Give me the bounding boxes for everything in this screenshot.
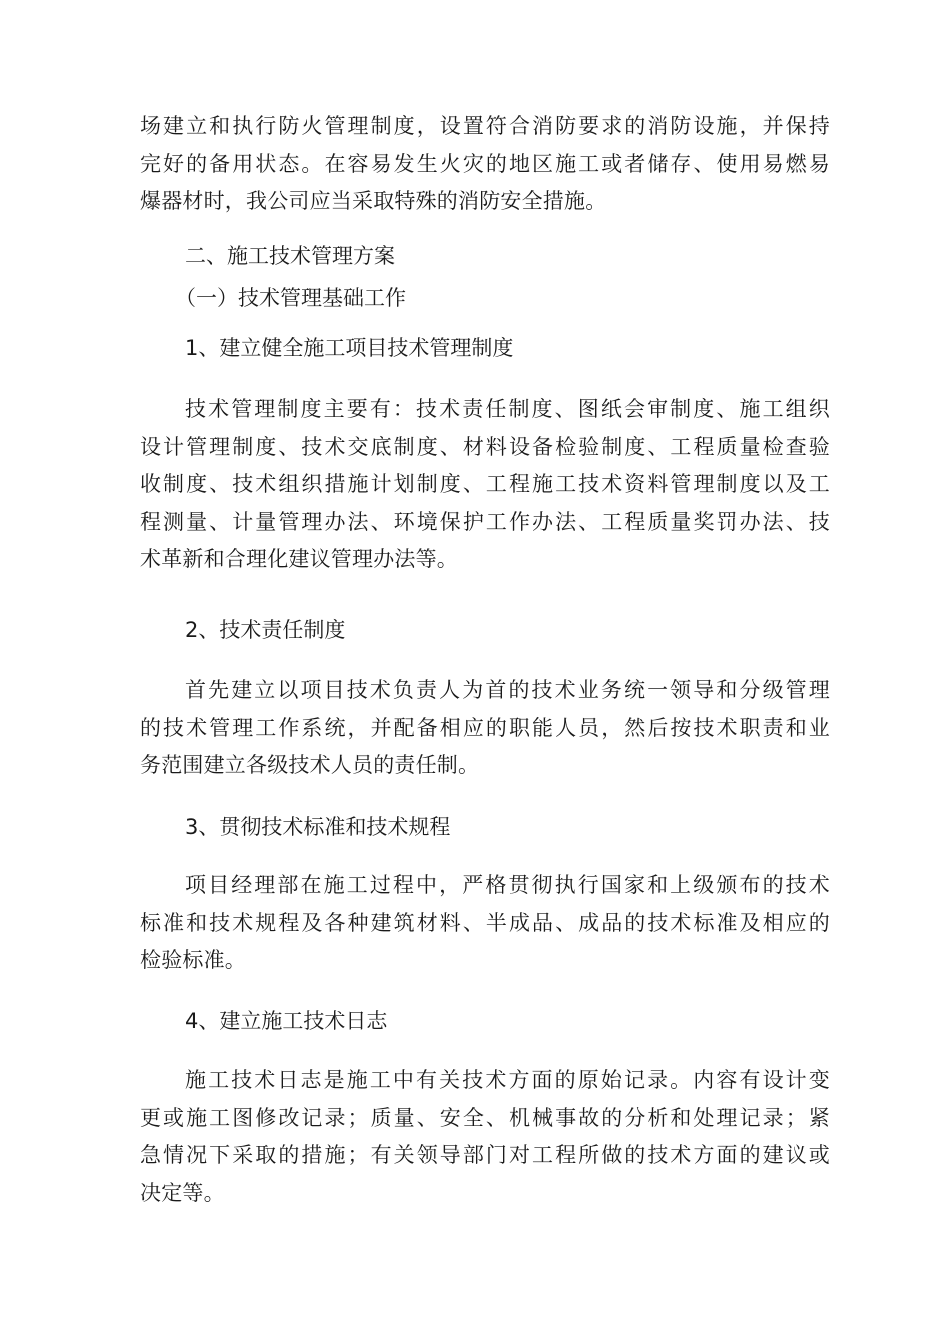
paragraph-line: 程测量、计量管理办法、环境保护工作办法、工程质量奖罚办法、技 [140, 509, 830, 534]
paragraph-line: 的技术管理工作系统，并配备相应的职能人员，然后按技术职责和业 [140, 715, 830, 740]
intro-paragraph [140, 108, 830, 221]
section-title: 二、施工技术管理方案 [185, 244, 395, 268]
paragraph-line: 检验标准。 [140, 948, 246, 973]
item-heading: 4、建立施工技术日志 [185, 1009, 388, 1033]
paragraph-line: 技术管理制度主要有：技术责任制度、图纸会审制度、施工组织 [185, 397, 830, 421]
item-paragraph [140, 672, 830, 785]
paragraph-line: 急情况下采取的措施；有关领导部门对工程所做的技术方面的建议或 [140, 1143, 830, 1168]
item-heading: 1、建立健全施工项目技术管理制度 [185, 336, 514, 360]
paragraph-line: 标准和技术规程及各种建筑材料、半成品、成品的技术标准及相应的 [140, 910, 830, 935]
paragraph-line: 施工技术日志是施工中有关技术方面的原始记录。内容有设计变 [185, 1068, 830, 1092]
paragraph-line: 收制度、技术组织措施计划制度、工程施工技术资料管理制度以及工 [140, 472, 830, 497]
paragraph-line: 决定等。 [140, 1180, 225, 1205]
paragraph-line: 项目经理部在施工过程中，严格贯彻执行国家和上级颁布的技术 [185, 873, 830, 897]
paragraph-line: 完好的备用状态。在容易发生火灾的地区施工或者储存、使用易燃易 [140, 151, 830, 176]
paragraph-line: 爆器材时，我公司应当采取特殊的消防安全措施。 [140, 189, 607, 214]
paragraph-line: 场建立和执行防火管理制度，设置符合消防要求的消防设施，并保持 [140, 114, 830, 138]
paragraph-line: 设计管理制度、技术交底制度、材料设备检验制度、工程质量检查验 [140, 434, 830, 459]
paragraph-line: 术革新和合理化建议管理办法等。 [140, 547, 458, 572]
paragraph-line: 更或施工图修改记录；质量、安全、机械事故的分析和处理记录；紧 [140, 1105, 830, 1130]
paragraph-line: 首先建立以项目技术负责人为首的技术业务统一领导和分级管理 [185, 678, 830, 702]
item-paragraph [140, 391, 830, 579]
subsection-title: （一）技术管理基础工作 [175, 286, 406, 310]
item-paragraph [140, 1062, 830, 1212]
item-heading: 2、技术责任制度 [185, 618, 346, 642]
item-paragraph [140, 867, 830, 980]
item-heading: 3、贯彻技术标准和技术规程 [185, 815, 451, 839]
paragraph-line: 务范围建立各级技术人员的责任制。 [140, 753, 480, 778]
